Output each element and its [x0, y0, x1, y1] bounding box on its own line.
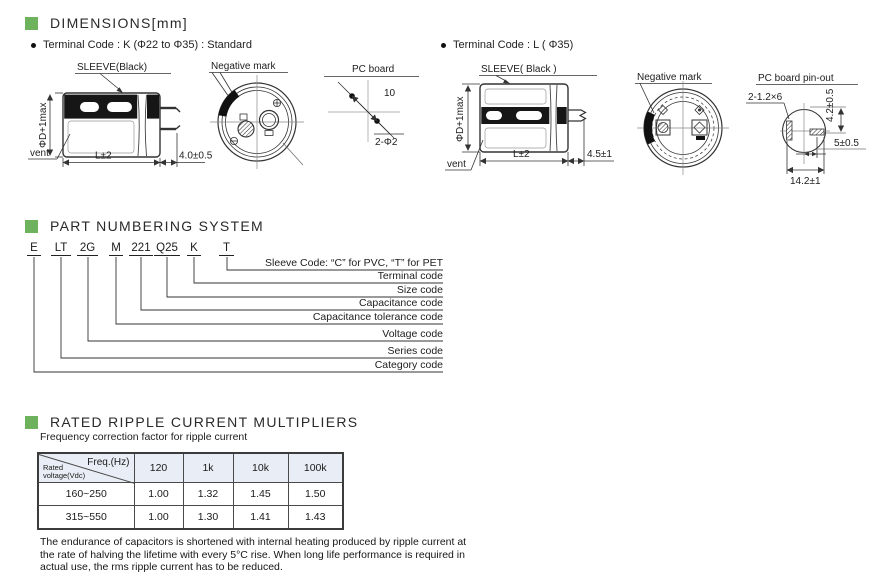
diameter-k-label: ΦD+1max [38, 102, 49, 148]
label-series-code: Series code [387, 345, 443, 357]
dim-vertical-label: 4.2±0.5 [825, 88, 836, 122]
factor-cell: 1.30 [183, 506, 233, 530]
dim-offset-label: 5±0.5 [834, 138, 859, 149]
endurance-note: The endurance of capacitors is shortened with internal heating produced by ripple current at the rate of halving the lifetime with every 5°C rise. When long life performance is required in actual use, the rms ripple current has to be reduced. [40, 536, 467, 573]
factor-cell: 1.43 [288, 506, 343, 530]
section-marker-icon [25, 416, 38, 429]
table-header-row [38, 453, 343, 483]
factor-cell: 1.00 [134, 483, 183, 506]
factor-cell: 1.41 [233, 506, 288, 530]
lead-l-label: 4.5±1 [587, 149, 612, 160]
label-voltage-code: Voltage code [382, 328, 443, 340]
voltage-range-cell: 160~250 [38, 483, 134, 506]
table-row [38, 506, 343, 530]
code-voltage: 2G [77, 241, 98, 256]
negative-mark-l-label: Negative mark [637, 72, 702, 83]
pc-board-pinout-label: PC board pin-out [758, 73, 834, 84]
part-numbering-header [25, 218, 264, 234]
code-category: E [27, 241, 41, 256]
capacitor-l-bottom-view [635, 72, 729, 175]
pc-board-k-label: PC board [352, 64, 395, 75]
terminal-l-bullet-text: Terminal Code : L ( Φ35) [453, 39, 574, 51]
pc-board-pinout-drawing [746, 73, 866, 187]
length-k-label: L±2 [95, 150, 112, 162]
diameter-l-label: ΦD+1max [455, 96, 466, 142]
corner-voltage-label: Rated voltage(Vdc) [43, 463, 86, 480]
pc-board-k-drawing [324, 64, 419, 148]
column-header-120: 120 [134, 453, 183, 483]
ripple-title: RATED RIPPLE CURRENT MULTIPLIERS [50, 414, 359, 430]
table-corner-cell [38, 453, 134, 483]
label-tolerance-code: Capacitance tolerance code [312, 311, 443, 323]
factor-cell: 1.50 [288, 483, 343, 506]
terminal-k-bullet-text: Terminal Code : K (Φ22 to Φ35) : Standard [43, 39, 252, 51]
label-sleeve-code: Sleeve Code: “C” for PVC, “T” for PET [265, 257, 443, 269]
sleeve-l-label: SLEEVE( Black ) [481, 64, 557, 75]
code-capacitance: 221 [129, 241, 153, 256]
dim-width-label: 14.2±1 [790, 176, 821, 187]
holes-label: 2-Φ2 [375, 137, 398, 148]
column-header-100k: 100k [288, 453, 343, 483]
corner-freq-label: Freq.(Hz) [87, 457, 130, 468]
column-header-1k: 1k [183, 453, 233, 483]
label-category-code: Category code [374, 359, 443, 371]
factor-cell: 1.45 [233, 483, 288, 506]
column-header-10k: 10k [233, 453, 288, 483]
pitch-label: 10 [384, 88, 396, 99]
dimensions-drawings [0, 0, 879, 210]
vent-l-label: vent [447, 159, 466, 170]
code-series: LT [51, 241, 71, 256]
slot-label: 2-1.2×6 [748, 92, 783, 103]
code-sleeve: T [219, 241, 234, 256]
capacitor-k-side-view [28, 62, 213, 167]
label-size-code: Size code [396, 284, 443, 296]
dimensions-title: DIMENSIONS[mm] [50, 15, 188, 31]
length-l-label: L±2 [513, 149, 530, 160]
code-terminal: K [187, 241, 201, 256]
table-row [38, 483, 343, 506]
label-capacitance-code: Capacitance code [358, 297, 443, 309]
capacitor-l-side-view [445, 64, 614, 170]
factor-cell: 1.00 [134, 506, 183, 530]
plus-mark-icon [273, 99, 280, 106]
polarity-diamond-icon [659, 106, 668, 115]
ripple-subtitle: Frequency correction factor for ripple current [40, 431, 248, 443]
ripple-header [25, 414, 358, 430]
voltage-range-cell: 315~550 [38, 506, 134, 530]
lead-k-label: 4.0±0.5 [179, 150, 213, 162]
part-numbering-title: PART NUMBERING SYSTEM [50, 218, 264, 234]
vent-k-label: vent [30, 148, 49, 159]
factor-cell: 1.32 [183, 483, 233, 506]
capacitor-k-bottom-view [209, 61, 304, 169]
sleeve-k-label: SLEEVE(Black) [77, 62, 148, 73]
code-tolerance: M [109, 241, 123, 256]
label-terminal-code: Terminal code [377, 270, 443, 282]
ripple-factor-table [37, 452, 344, 530]
negative-mark-k-label: Negative mark [211, 61, 276, 72]
code-size: Q25 [154, 241, 180, 256]
section-marker-icon [25, 220, 38, 233]
